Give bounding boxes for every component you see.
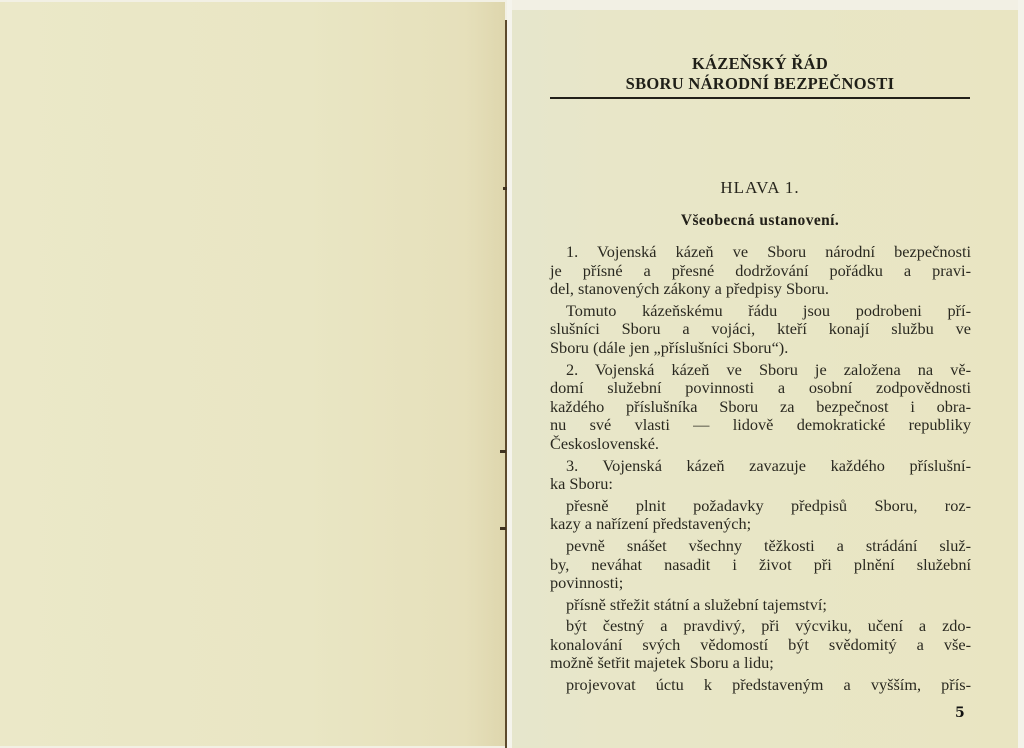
text-line: Sboru (dále jen „příslušníci Sboru“). — [550, 337, 789, 357]
text-line: projevovat úctu k představeným a vyšším, přís- — [566, 675, 971, 695]
spine-stitch — [500, 527, 506, 530]
header-line-1: KÁZEŇSKÝ ŘÁD — [691, 54, 829, 73]
text-line: by, neváhat nasadit i život při plnění služební — [550, 554, 971, 574]
text-line: ka Sboru: — [550, 474, 613, 494]
text-line: slušníci Sboru a vojáci, kteří konají službu ve — [550, 319, 971, 339]
paragraph-gap — [550, 695, 971, 698]
left-page-blank — [0, 2, 505, 746]
text-line: konalování svých vědomostí být svědomitý a vše- — [550, 634, 971, 654]
text-line: del, stanovených zákony a předpisy Sboru. — [550, 279, 829, 299]
text-line: 1. Vojenská kázeň ve Sboru národní bezpečnosti — [566, 242, 971, 261]
text-line: Tomuto kázeňskému řádu jsou podrobeni pří- — [566, 300, 971, 320]
text-line: přísně střežit státní a služební tajemství; — [566, 594, 827, 614]
text-line: domí služební povinnosti a osobní zodpovědnosti — [550, 378, 971, 398]
text-line: 3. Vojenská kázeň zavazuje každého příslušní- — [566, 455, 971, 475]
paragraph — [550, 617, 971, 673]
text-line: nu své vlasti — lidově demokratické republiky — [550, 415, 971, 435]
text-line: Československé. — [550, 433, 659, 453]
page-edge — [1018, 0, 1024, 748]
paragraph — [550, 596, 971, 615]
spine-stitch — [500, 450, 506, 453]
text-line: každého příslušníka Sboru za bezpečnost i obra- — [550, 396, 971, 416]
paragraph — [550, 302, 971, 358]
paragraph — [550, 537, 971, 593]
text-line: přesně plnit požadavky předpisů Sboru, roz- — [566, 495, 971, 515]
header-rule — [550, 97, 970, 99]
chapter-heading: HLAVA 1. — [720, 178, 800, 197]
text-line: je přísné a přesné dodržování pořádku a pravi- — [550, 260, 971, 280]
text-line: 2. Vojenská kázeň ve Sboru je založena na vě- — [566, 359, 971, 379]
paragraph — [550, 676, 971, 695]
text-line: povinnosti; — [550, 573, 624, 593]
paragraph — [550, 361, 971, 454]
body-text — [550, 243, 971, 698]
running-header — [550, 54, 970, 94]
text-line: možně šetřit majetek Sboru a lidu; — [550, 653, 774, 673]
paragraph — [550, 497, 971, 534]
page-number: 5 — [955, 705, 965, 721]
paragraph — [550, 457, 971, 494]
header-line-2: SBORU NÁRODNÍ BEZPEČNOSTI — [625, 74, 895, 93]
text-line: pevně snášet všechny těžkosti a strádání služ- — [566, 535, 971, 555]
paragraph — [550, 243, 971, 299]
section-title: Všeobecná ustanovení. — [680, 212, 840, 229]
text-line: kazy a nařízení představených; — [550, 514, 752, 534]
text-line: být čestný a pravdivý, při výcviku, učení a zdo- — [566, 616, 971, 636]
